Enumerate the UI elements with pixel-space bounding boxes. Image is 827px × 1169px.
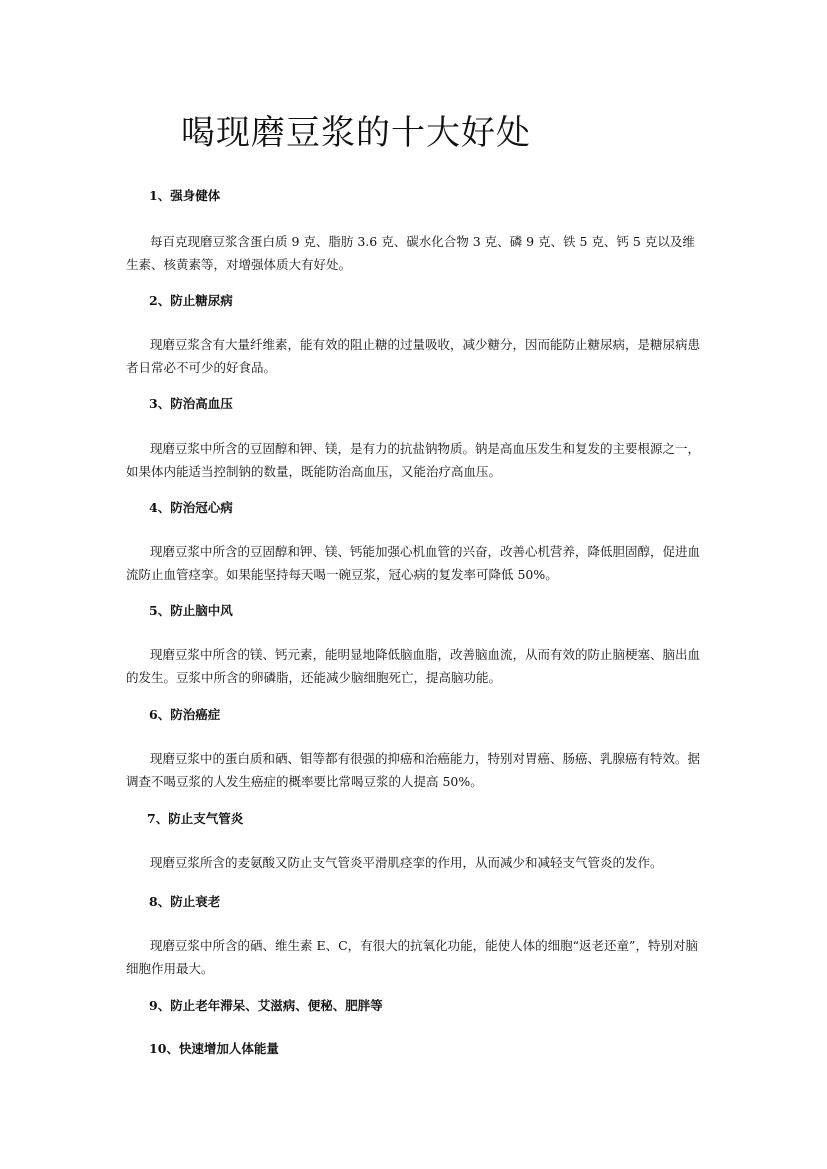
section-body-3: 现磨豆浆中所含的豆固醇和钾、镁，是有力的抗盐钠物质。钠是高血压发生和复发的主要根源之一，如果体内能适当控制钠的数量，既能防治高血压，又能治疗高血压。 <box>126 441 701 479</box>
section-heading-4: 4、防治冠心病 <box>149 500 233 515</box>
section-heading-8: 8、防止衰老 <box>149 894 221 909</box>
section-body-5: 现磨豆浆中所含的镁、钙元素，能明显地降低脑血脂，改善脑血流，从而有效的防止脑梗塞、脑出血的发生。豆浆中所含的卵磷脂，还能减少脑细胞死亡，提高脑功能。 <box>126 647 701 685</box>
section-heading-5: 5、防止脑中风 <box>149 603 233 618</box>
section-heading-1: 1、强身健体 <box>149 188 221 203</box>
section-heading-7: 7、防止支气管炎 <box>147 811 244 826</box>
section-body-6: 现磨豆浆中的蛋白质和硒、钼等都有很强的抑癌和治癌能力，特别对胃癌、肠癌、乳腺癌有特效。据调查不喝豆浆的人发生癌症的概率要比常喝豆浆的人提高 50%。 <box>126 751 701 789</box>
section-heading-10: 10、快速增加人体能量 <box>149 1041 279 1056</box>
section-body-7: 现磨豆浆所含的麦氨酸又防止支气管炎平滑肌痉挛的作用，从而减少和减轻支气管炎的发作。 <box>150 855 663 870</box>
section-heading-6: 6、防治癌症 <box>149 707 221 722</box>
section-body-2: 现磨豆浆含有大量纤维素，能有效的阻止糖的过量吸收，减少糖分，因而能防止糖尿病，是糖尿病患者日常必不可少的好食品。 <box>126 337 701 375</box>
section-heading-3: 3、防治高血压 <box>149 396 233 411</box>
document-title: 喝现磨豆浆的十大好处 <box>181 113 531 153</box>
section-heading-9: 9、防止老年滞呆、艾滋病、便秘、肥胖等 <box>149 998 383 1013</box>
section-heading-2: 2、防止糖尿病 <box>149 293 233 308</box>
section-body-8: 现磨豆浆中所含的硒、维生素 E、C，有很大的抗氧化功能，能使人体的细胞“返老还童”，特别对脑细胞作用最大。 <box>126 938 698 976</box>
section-body-4: 现磨豆浆中所含的豆固醇和钾、镁、钙能加强心机血管的兴奋，改善心机营养，降低胆固醇，促进血流防止血管痉挛。如果能坚持每天喝一碗豆浆，冠心病的复发率可降低 50%。 <box>126 544 701 582</box>
section-body-1: 每百克现磨豆浆含蛋白质 9 克、脂肪 3.6 克、碳水化合物 3 克、磷 9 克、铁 5 克、钙 5 克以及维生素、核黄素等，对增强体质大有好处。 <box>126 234 695 272</box>
